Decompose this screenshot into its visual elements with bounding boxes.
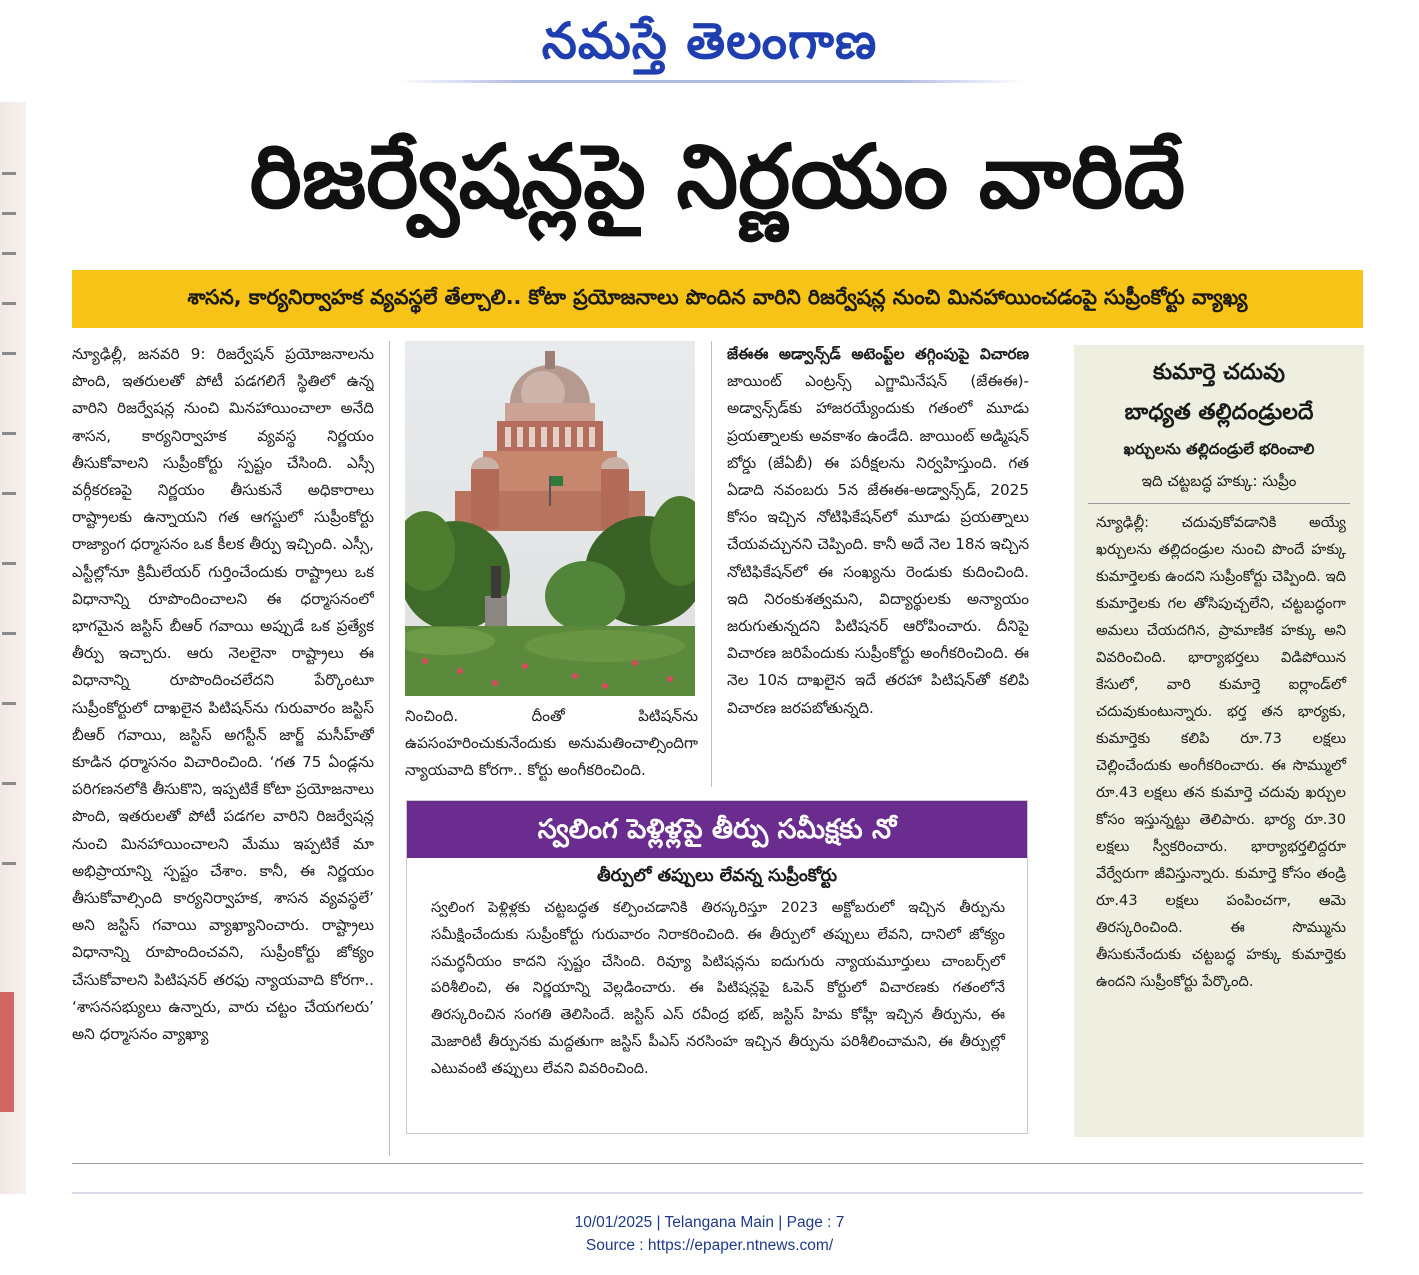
- sidebar-title: [1074, 353, 1364, 433]
- subhead-banner: [72, 270, 1363, 328]
- sidebar-title-line1: కుమార్తె చదువు: [1153, 360, 1285, 385]
- masthead-underline: [395, 80, 1025, 83]
- daughter-education-sidebar: [1074, 345, 1364, 1137]
- sidebar-divider: [1088, 503, 1350, 504]
- supreme-court-photo: [405, 341, 695, 696]
- column-divider: [389, 341, 390, 1156]
- sidebar-body: న్యూఢిల్లీ: చదువుకోవడానికి అయ్యే ఖర్చులను తల్లిదండ్రుల నుంచి పొందే హక్కు కుమార్తెలకు ఉందని సుప్రీంకోర్టు చెప్పింది. ఇది కుమార్తెలకు గల తోసిపుచ్చలేని, చట్టబద్ధంగా అమలు చేయదగిన, ప్రామాణిక హక్కు అని వివరించింది. భార్యాభర్తలు విడిపోయిన కేసులో, వారి కుమార్తె ఐర్లాండ్‌లో చదువుకుంటున్నారు. భర్త తన భార్యకు, కుమార్తెకు కలిపి రూ.73 లక్షలు చెల్లించేందుకు అంగీకరించారు. ఈ సొమ్ములో రూ.43 లక్షలు తన కుమార్తె చదువు ఖర్చుల కోసం ఇస్తున్నట్టు తెలిపారు. భార్య రూ.30 లక్షలు స్వీకరించారు. భార్యాభర్తలిద్దరూ వేర్వేరుగా జీవిస్తున్నారు. కుమార్తె కోసం తండ్రి రూ.43 లక్షలు పంపించగా, ఆమె తిరస్కరించింది. ఈ సొమ్మును తీసుకునేందుకు చట్టబద్ధ హక్కు కుమార్తెకు ఉందని సుప్రీంకోర్టు పేర్కొంది.: [1096, 514, 1346, 990]
- sidebar-subtitle-1: ఖర్చులను తల్లిదండ్రులే భరించాలి: [1123, 440, 1315, 458]
- samesex-article-heading: స్వలింగ పెళ్లిళ్లపై తీర్పు సమీక్షకు నో: [407, 801, 1027, 858]
- page-bottom-border: [72, 1192, 1363, 1194]
- footer-date-edition: 10/01/2025 | Telangana Main | Page : 7: [574, 1214, 845, 1231]
- sidebar-title-line2: బాధ్యత తల్లిదండ్రులదే: [1124, 400, 1314, 425]
- sidebar-subtitle-2: ఇది చట్టబద్ధ హక్కు: సుప్రీం: [1141, 472, 1297, 490]
- jee-article: [727, 341, 1029, 787]
- bottom-divider: [72, 1163, 1363, 1164]
- headline: రిజర్వేషన్లపై నిర్ణయం వారిదే: [249, 125, 1186, 228]
- jee-article-body: జాయింట్ ఎంట్రన్స్ ఎగ్జామినేషన్ (జేఈఈ)-అడ్వాన్స్‌డ్‌కు హాజరయ్యేందుకు గతంలో మూడు ప్రయత్నాలకు అవకాశం ఉండేది. జాయింట్ అడ్మిషన్ బోర్డు (జేఏబీ) ఈ పరీక్షలను నిర్వహిస్తుంది. గత ఏడాది నవంబరు 5న జేఈఈ-అడ్వాన్స్‌డ్, 2025 కోసం ఇచ్చిన నోటిఫికేషన్‌లో మూడు ప్రయత్నాలు చేయవచ్చునని చెప్పింది. కానీ అదే నెల 18న ఇచ్చిన నోటిఫికేషన్‌లో ఈ సంఖ్యను రెండుకు కుదించింది. ఇది నిరంకుశత్వమని, విద్యార్థులకు అన్యాయం జరుగుతున్నదని పిటిషనర్ ఆరోపించారు. దీనిపై విచారణ జరిపేందుకు సుప్రీంకోర్టు అంగీకరించింది. ఈ నెల 10న దాఖలైన ఇదే తరహా పిటిషన్‌తో కలిపి విచారణ జరపబోతున్నది.: [727, 372, 1029, 717]
- adjacent-page-strip: [0, 102, 26, 1194]
- samesex-article-body: స్వలింగ పెళ్లిళ్లకు చట్టబద్ధత కల్పించడానికి తిరస్కరిస్తూ 2023 అక్టోబరులో ఇచ్చిన తీర్పును సమీక్షించేందుకు సుప్రీంకోర్టు గురువారం నిరాకరించింది. ఈ తీర్పులో తప్పులు లేవని, దానిలో జోక్యం సమర్థనీయం కాదని స్పష్టం చేసింది. రివ్యూ పిటిషన్లను ఐదుగురు న్యాయమూర్తులు చాంబర్స్‌లో పరిశీలించి, ఈ నిర్ణయాన్ని వెల్లడించారు. ఈ పిటిషన్లపై ఓపెన్ కోర్టులో విచారణకు గతంలోనే తిరస్కరించిన సంగతి తెలిసిందే. జస్టిస్ ఎస్ రవీంద్ర భట్, జస్టిస్ హిమ కోహ్లీ ఇచ్చిన తీర్పును, ఈ మెజారిటీ తీర్పునకు మద్దతుగా జస్టిస్ పీఎస్ నరసింహ ఇచ్చిన తీర్పును పరిశీలించామని, ఈ తీర్పుల్లో ఎటువంటి తప్పులు లేవని వివరించింది.: [431, 899, 1005, 1077]
- footer-source-link[interactable]: Source : https://epaper.ntnews.com/: [585, 1237, 834, 1254]
- main-article-column-2: నించింది. దీంతో పిటిషన్‌ను ఉపసంహరించుకునేందుకు అనుమతించాల్సిందిగా న్యాయవాది కోరగా.. కోర్టు అంగీకరించింది.: [405, 707, 698, 780]
- main-article-column-1: న్యూఢిల్లీ, జనవరి 9: రిజర్వేషన్ ప్రయోజనాలను పొంది, ఇతరులతో పోటీ పడగలిగే స్థితిలో ఉన్న వారిని రిజర్వేషన్ల నుంచి మినహాయించాలా అనేది శాసన, కార్యనిర్వాహక వ్యవస్థ నిర్ణయం తీసుకోవాలని సుప్రీంకోర్టు స్పష్టం చేసింది. ఎస్సీ వర్గీకరణపై నిర్ణయం తీసుకునే అధికారాలు రాష్ట్రాలకు ఉన్నాయని గత ఆగస్టులో సుప్రీంకోర్టు రాజ్యాంగ ధర్మాసనం ఒక కీలక తీర్పు ఇచ్చింది. ఎస్సీ, ఎస్టీల్లోనూ క్రిమీలేయర్ గుర్తించేందుకు రాష్ట్రాలు ఒక విధానాన్ని రూపొందించాలని ఈ ధర్మాసనంలో భాగమైన జస్టిస్ బీఆర్ గవాయి అప్పుడే ఒక ప్రత్యేక తీర్పు ఇచ్చారు. ఆరు నెలలైనా రాష్ట్రాలు ఈ విధానాన్ని రూపొందించలేదని పేర్కొంటూ సుప్రీంకోర్టులో దాఖలైన పిటిషన్‌ను గురువారం జస్టిస్ బీఆర్ గవాయి, జస్టిస్ అగస్టీన్ జార్జ్ మసీహ్‌తో కూడిన ధర్మాసనం విచారించింది. ‘గత 75 ఏండ్లను పరిగణనలోకి తీసుకొని, ఇప్పటికే కోటా ప్రయోజనాలు పొంది, ఇతరులతో పోటీ పడగల వారిని రిజర్వేషన్ల నుంచి మినహాయించాలని మేము ఇప్పటికే మా అభిప్రాయాన్ని స్పష్టం చేశాం. కానీ, ఈ నిర్ణయం తీసుకోవాల్సింది కార్యనిర్వాహక, శాసన వ్యవస్థలే’ అని జస్టిస్ గవాయి వ్యాఖ్యానించారు. రాష్ట్రాలు విధానాన్ని రూపొందించవని, సుప్రీంకోర్టు జోక్యం చేసుకోవాలని పిటిషనర్ తరఫు న్యాయవాది కోరగా.. ‘శాసనసభ్యులు ఉన్నారు, వారు చట్టం చేయగలరు’ అని ధర్మాసనం వ్యాఖ్యా: [72, 345, 374, 1044]
- samesex-marriage-article: [406, 800, 1028, 1134]
- supreme-court-building-icon: [405, 341, 695, 696]
- subhead-text: శాసన, కార్యనిర్వాహక వ్యవస్థలే తేల్చాలి.. కోటా ప్రయోజనాలు పొందిన వారిని రిజర్వేషన్ల నుంచి మినహాయించడంపై సుప్రీంకోర్టు వ్యాఖ్య: [187, 284, 1248, 309]
- samesex-article-subheading: తీర్పులో తప్పులు లేవన్న సుప్రీంకోర్టు: [596, 866, 838, 886]
- column-divider: [711, 341, 712, 787]
- masthead-logo: నమస్తే తెలంగాణ: [541, 11, 878, 70]
- jee-article-heading: జేఈఈ అడ్వాన్స్‌డ్ అటెంప్ట్‌ల తగ్గింపుపై విచారణ: [727, 345, 1029, 363]
